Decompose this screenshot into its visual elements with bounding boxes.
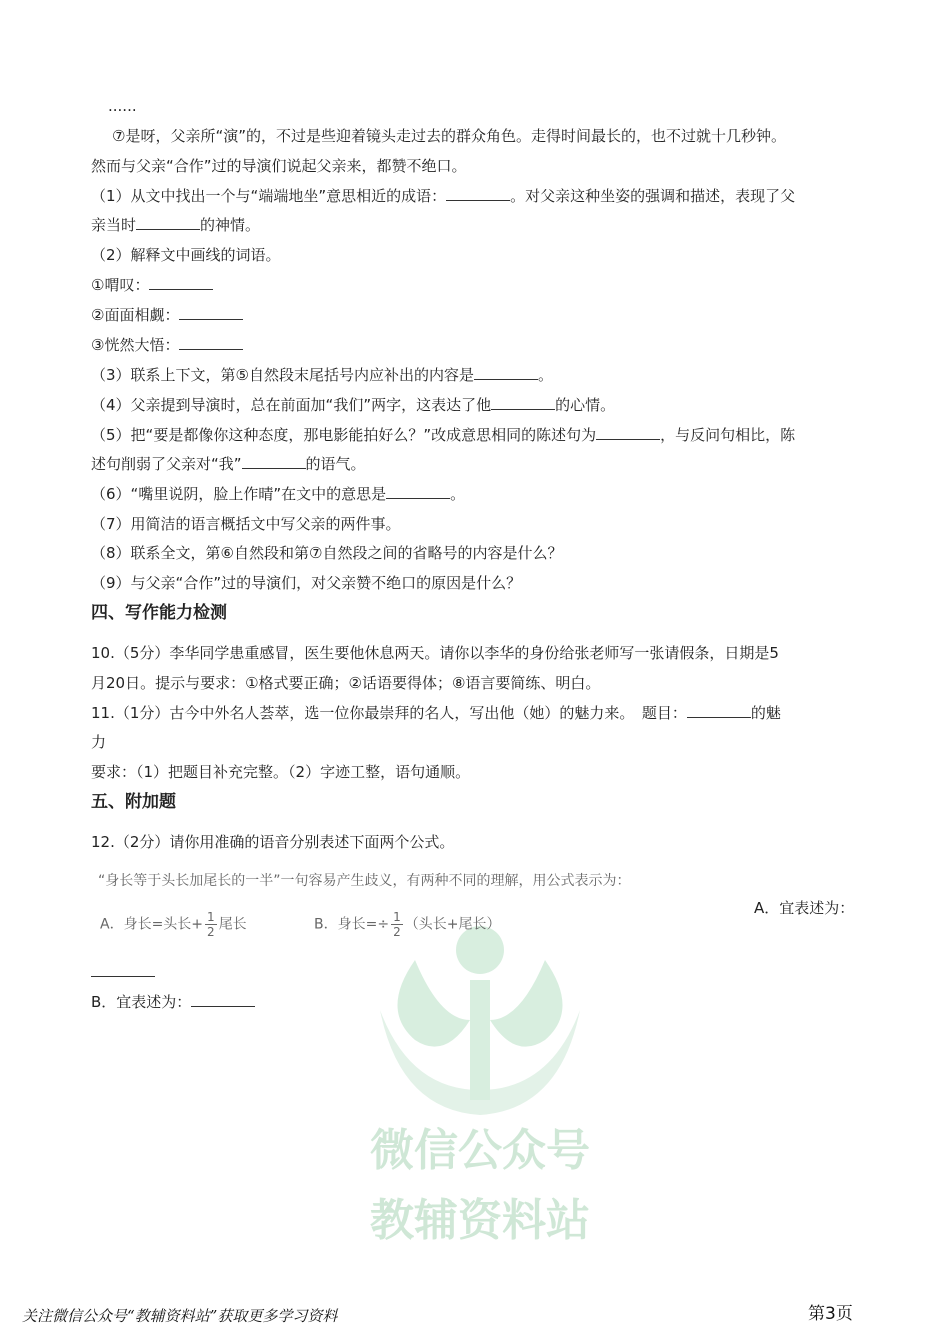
question-5-text-c: 述句削弱了父亲对“我” (91, 455, 242, 473)
question-5-text-b: ，与反问句相比，陈 (660, 426, 796, 444)
answer-blank[interactable] (596, 425, 660, 440)
formula-a (100, 910, 247, 939)
answer-blank[interactable] (149, 275, 213, 290)
question-4 (91, 395, 615, 415)
answer-a-label: A．宜表述为： (754, 899, 855, 917)
answer-a-line (91, 962, 155, 982)
answer-b-label: B．宜表述为： (91, 993, 192, 1011)
watermark (320, 900, 640, 1260)
answer-blank[interactable] (687, 703, 751, 718)
question-2-item-1-label: ①喟叹： (91, 276, 150, 294)
question-11-line-2: 力 (91, 733, 107, 751)
question-2: （2）解释文中画线的词语。 (91, 246, 281, 264)
question-3-text-b: 。 (538, 366, 554, 384)
question-11-requirements: 要求：（1）把题目补充完整。（2）字迹工整，语句通顺。 (91, 763, 471, 781)
question-12: 12.（2分）请你用准确的语音分别表述下面两个公式。 (91, 833, 455, 851)
question-2-item-2-label: ②面面相觑： (91, 306, 180, 324)
fraction-denominator: 2 (393, 925, 401, 939)
question-11-text-a: 11.（1分）古今中外名人荟萃，选一位你最崇拜的名人，写出他（她）的魅力来。 题目： (91, 704, 687, 722)
fraction-numerator: 1 (207, 910, 215, 924)
question-1-text-c: 亲当时 (91, 216, 137, 234)
fraction-denominator: 2 (207, 925, 215, 939)
question-9: （9）与父亲“合作”过的导演们，对父亲赞不绝口的原因是什么？ (91, 574, 522, 592)
answer-blank[interactable] (191, 992, 255, 1007)
fraction-numerator: 1 (393, 910, 401, 924)
question-10-line-1: 10.（5分）李华同学患重感冒，医生要他休息两天。请你以李华的身份给张老师写一张请假条，日期是5 (91, 644, 779, 662)
answer-blank[interactable] (386, 484, 450, 499)
answer-blank[interactable] (91, 962, 155, 977)
page-number: 第3页 (808, 1304, 853, 1324)
question-5-text-a: （5）把“要是都像你这种态度，那电影能拍好么？”改成意思相同的陈述句为 (91, 426, 597, 444)
answer-blank[interactable] (474, 365, 538, 380)
svg-text:微信公众号: 微信公众号 (370, 1125, 590, 1176)
answer-blank[interactable] (446, 186, 510, 201)
question-1-line-1 (91, 186, 795, 206)
question-4-text-b: 的心情。 (555, 396, 616, 414)
question-1-text-d: 的神情。 (200, 216, 261, 234)
answer-blank[interactable] (136, 215, 200, 230)
question-6-text-a: （6）“嘴里说阴，脸上作晴”在文中的意思是 (91, 485, 387, 503)
question-4-text-a: （4）父亲提到导演时，总在前面加“我们”两字，这表达了他 (91, 396, 492, 414)
question-5-text-d: 的语气。 (305, 455, 366, 473)
question-7: （7）用简洁的语言概括文中写父亲的两件事。 (91, 515, 401, 533)
svg-text:教辅资料站: 教辅资料站 (370, 1195, 590, 1246)
question-5-line-2 (91, 454, 366, 474)
paragraph-7-line-1: ⑦是呀，父亲所“演”的，不过是些迎着镜头走过去的群众角色。走得时间最长的，也不过就十几秒钟。 (112, 127, 786, 145)
answer-blank[interactable] (179, 335, 243, 350)
question-3-text-a: （3）联系上下文，第⑤自然段末尾括号内应补出的内容是 (91, 366, 474, 384)
ellipsis-line: ...... (108, 97, 137, 115)
footer-promo: 关注微信公众号“教辅资料站”获取更多学习资料 (22, 1307, 338, 1325)
section-5-heading: 五、附加题 (91, 792, 176, 812)
question-11-text-b: 的魅 (750, 704, 781, 722)
question-2-item-3-label: ③恍然大悟： (91, 336, 180, 354)
formula-a-prefix: A．身长=头长+ (100, 916, 204, 933)
answer-blank[interactable] (242, 454, 306, 469)
question-8: （8）联系全文，第⑥自然段和第⑦自然段之间的省略号的内容是什么？ (91, 544, 563, 562)
formula-b-prefix: B．身长=÷ (314, 916, 390, 933)
question-10-line-2: 月20日。提示与要求：①格式要正确；②话语要得体；⑧语言要简练、明白。 (91, 674, 601, 692)
question-2-item-3 (91, 335, 243, 355)
answer-blank[interactable] (491, 395, 555, 410)
question-3 (91, 365, 553, 385)
fraction-one-half (205, 910, 217, 939)
formula-intro: “身长等于头长加尾长的一半”一句容易产生歧义，有两种不同的理解，用公式表示为： (98, 873, 631, 889)
question-2-item-2 (91, 305, 243, 325)
question-6 (91, 484, 465, 504)
formula-image (98, 870, 758, 950)
section-4-heading: 四、写作能力检测 (91, 603, 227, 623)
fraction-one-half (391, 910, 403, 939)
formula-b-suffix: （头长+尾长） (404, 916, 501, 933)
question-11-line-1 (91, 703, 781, 723)
watermark-logo-icon (320, 900, 640, 1260)
question-2-item-1 (91, 275, 213, 295)
paragraph-7-line-2: 然而与父亲“合作”过的导演们说起父亲来，都赞不绝口。 (91, 157, 467, 175)
question-1-line-2 (91, 215, 260, 235)
answer-blank[interactable] (179, 305, 243, 320)
formula-a-suffix: 尾长 (218, 916, 247, 933)
question-5-line-1 (91, 425, 795, 445)
question-1-text-a: （1）从文中找出一个与“端端地坐”意思相近的成语： (91, 187, 447, 205)
question-6-text-b: 。 (450, 485, 466, 503)
question-1-text-b: 。对父亲这种坐姿的强调和描述，表现了父 (510, 187, 796, 205)
answer-b-line (91, 992, 255, 1012)
formula-b (314, 910, 500, 939)
